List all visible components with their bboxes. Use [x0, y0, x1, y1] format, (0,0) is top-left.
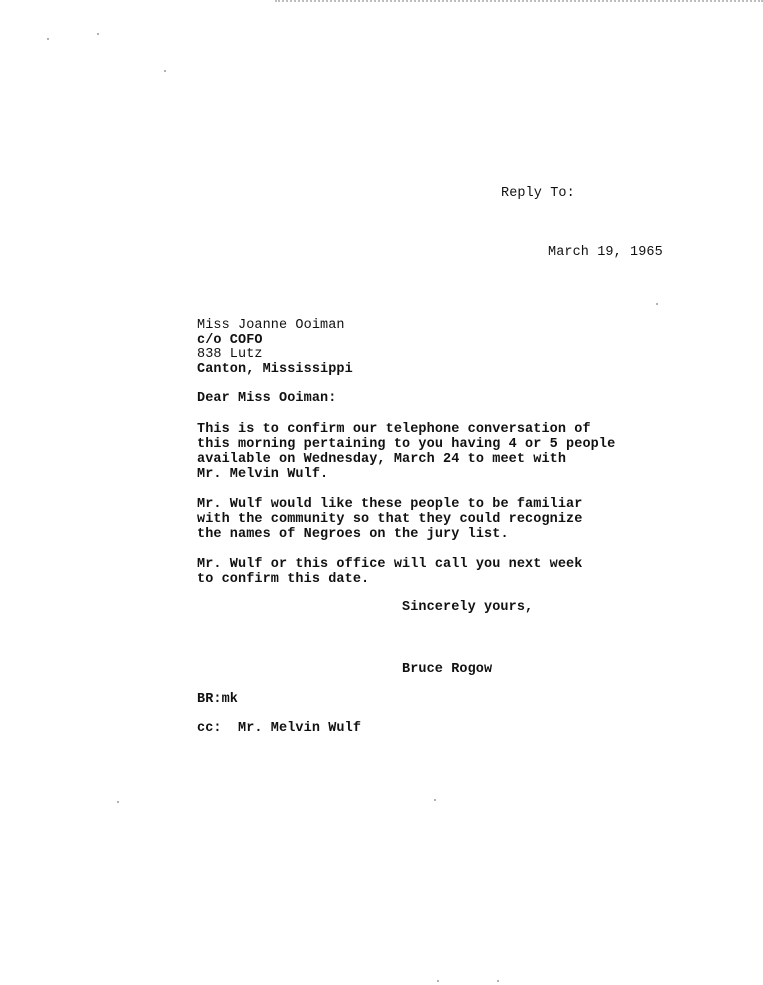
- carbon-copy-line: cc: Mr. Melvin Wulf: [197, 721, 362, 736]
- paragraph-2-line-2: with the community so that they could recognize: [197, 512, 583, 527]
- scan-speck: [656, 303, 658, 305]
- paragraph-3-line-2: to confirm this date.: [197, 572, 370, 587]
- paragraph-2-line-3: the names of Negroes on the jury list.: [197, 527, 509, 542]
- scan-speck: [497, 980, 499, 982]
- letter-date: March 19, 1965: [548, 245, 663, 260]
- recipient-name: Miss Joanne Ooiman: [197, 318, 345, 333]
- typist-initials: BR:mk: [197, 692, 239, 707]
- scan-speck: [117, 801, 119, 803]
- reply-to-label: Reply To:: [501, 186, 575, 201]
- recipient-street: 838 Lutz: [197, 347, 263, 362]
- paragraph-1-line-1: This is to confirm our telephone conversation of: [197, 422, 591, 437]
- paragraph-1-line-2: this morning pertaining to you having 4 or 5 people: [197, 437, 616, 452]
- scan-speck: [47, 38, 49, 40]
- paragraph-1-line-3: available on Wednesday, March 24 to meet with: [197, 452, 567, 467]
- top-edge-dotted-border: [275, 0, 763, 2]
- paragraph-3-line-1: Mr. Wulf or this office will call you next week: [197, 557, 583, 572]
- signer-name: Bruce Rogow: [402, 662, 493, 677]
- closing: Sincerely yours,: [402, 600, 534, 615]
- scan-speck: [434, 799, 436, 801]
- paragraph-2-line-1: Mr. Wulf would like these people to be familiar: [197, 497, 583, 512]
- recipient-city: Canton, Mississippi: [197, 362, 353, 377]
- recipient-care-of: c/o COFO: [197, 333, 263, 348]
- scan-speck: [437, 980, 439, 982]
- scan-speck: [164, 70, 166, 72]
- paragraph-1-line-4: Mr. Melvin Wulf.: [197, 467, 329, 482]
- scan-speck: [97, 33, 99, 35]
- salutation: Dear Miss Ooiman:: [197, 391, 337, 406]
